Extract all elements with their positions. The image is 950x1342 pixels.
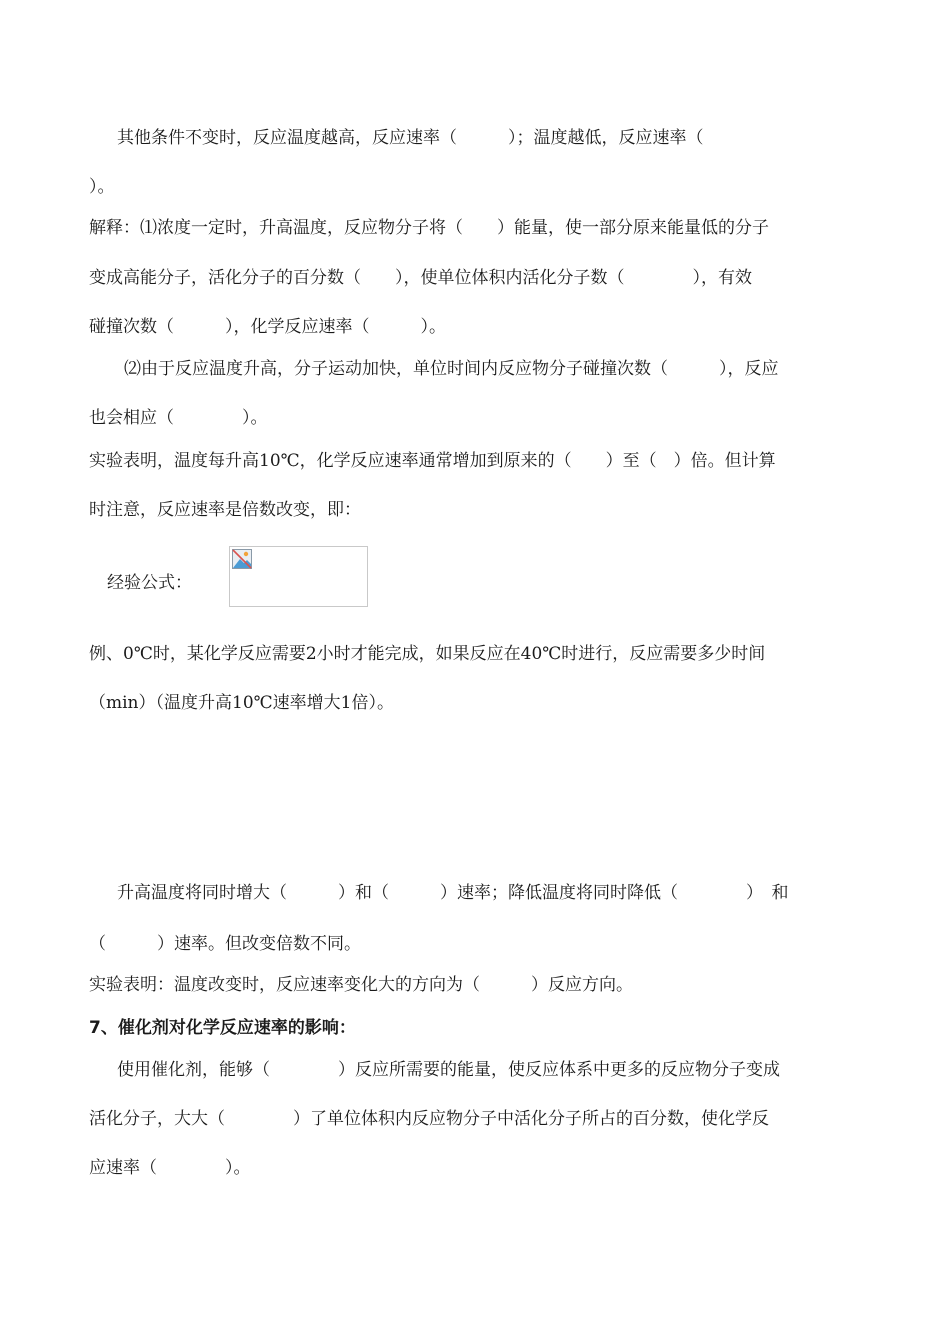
text-line-15: 实验表明：温度改变时，反应速率变化大的方向为（ ）反应方向。 [89, 975, 633, 995]
text-line-2: ）。 [89, 177, 115, 197]
text-line-17: 使用催化剂，能够（ ）反应所需要的能量，使反应体系中更多的反应物分子变成 [117, 1060, 780, 1080]
formula-label: 经验公式： [107, 573, 192, 593]
text-line-7: 也会相应（ ）。 [89, 408, 268, 428]
text-line-1: 其他条件不变时，反应温度越高，反应速率（ ）；温度越低，反应速率（ [117, 128, 704, 148]
text-line-5: 碰撞次数（ ），化学反应速率（ ）。 [89, 317, 446, 337]
text-line-13: 升高温度将同时增大（ ）和（ ）速率；降低温度将同时降低（ ） 和 [117, 883, 789, 903]
text-line-4: 变成高能分子，活化分子的百分数（ ），使单位体积内活化分子数（ ），有效 [89, 268, 752, 288]
text-line-8: 实验表明，温度每升高10℃，化学反应速率通常增加到原来的（ ）至（ ）倍。但计算 [89, 451, 776, 471]
text-line-19: 应速率（ ）。 [89, 1158, 251, 1178]
text-line-12: （min）（温度升高10℃速率增大1倍）。 [89, 693, 394, 713]
text-line-11: 例、0℃时，某化学反应需要2小时才能完成，如果反应在40℃时进行，反应需要多少时间 [89, 644, 766, 664]
text-line-18: 活化分子，大大（ ）了单位体积内反应物分子中活化分子所占的百分数，使化学反 [89, 1109, 769, 1129]
section-heading-7: 7、催化剂对化学反应速率的影响： [89, 1018, 356, 1038]
broken-image-icon [232, 549, 252, 569]
text-line-14: （ ）速率。但改变倍数不同。 [89, 934, 361, 954]
text-line-3: 解释：⑴浓度一定时，升高温度，反应物分子将（ ）能量，使一部分原来能量低的分子 [89, 218, 769, 238]
formula-image-placeholder [229, 546, 368, 607]
text-line-9: 时注意，反应速率是倍数改变，即： [89, 500, 361, 520]
text-line-6: ⑵由于反应温度升高，分子运动加快，单位时间内反应物分子碰撞次数（ ），反应 [124, 359, 779, 379]
